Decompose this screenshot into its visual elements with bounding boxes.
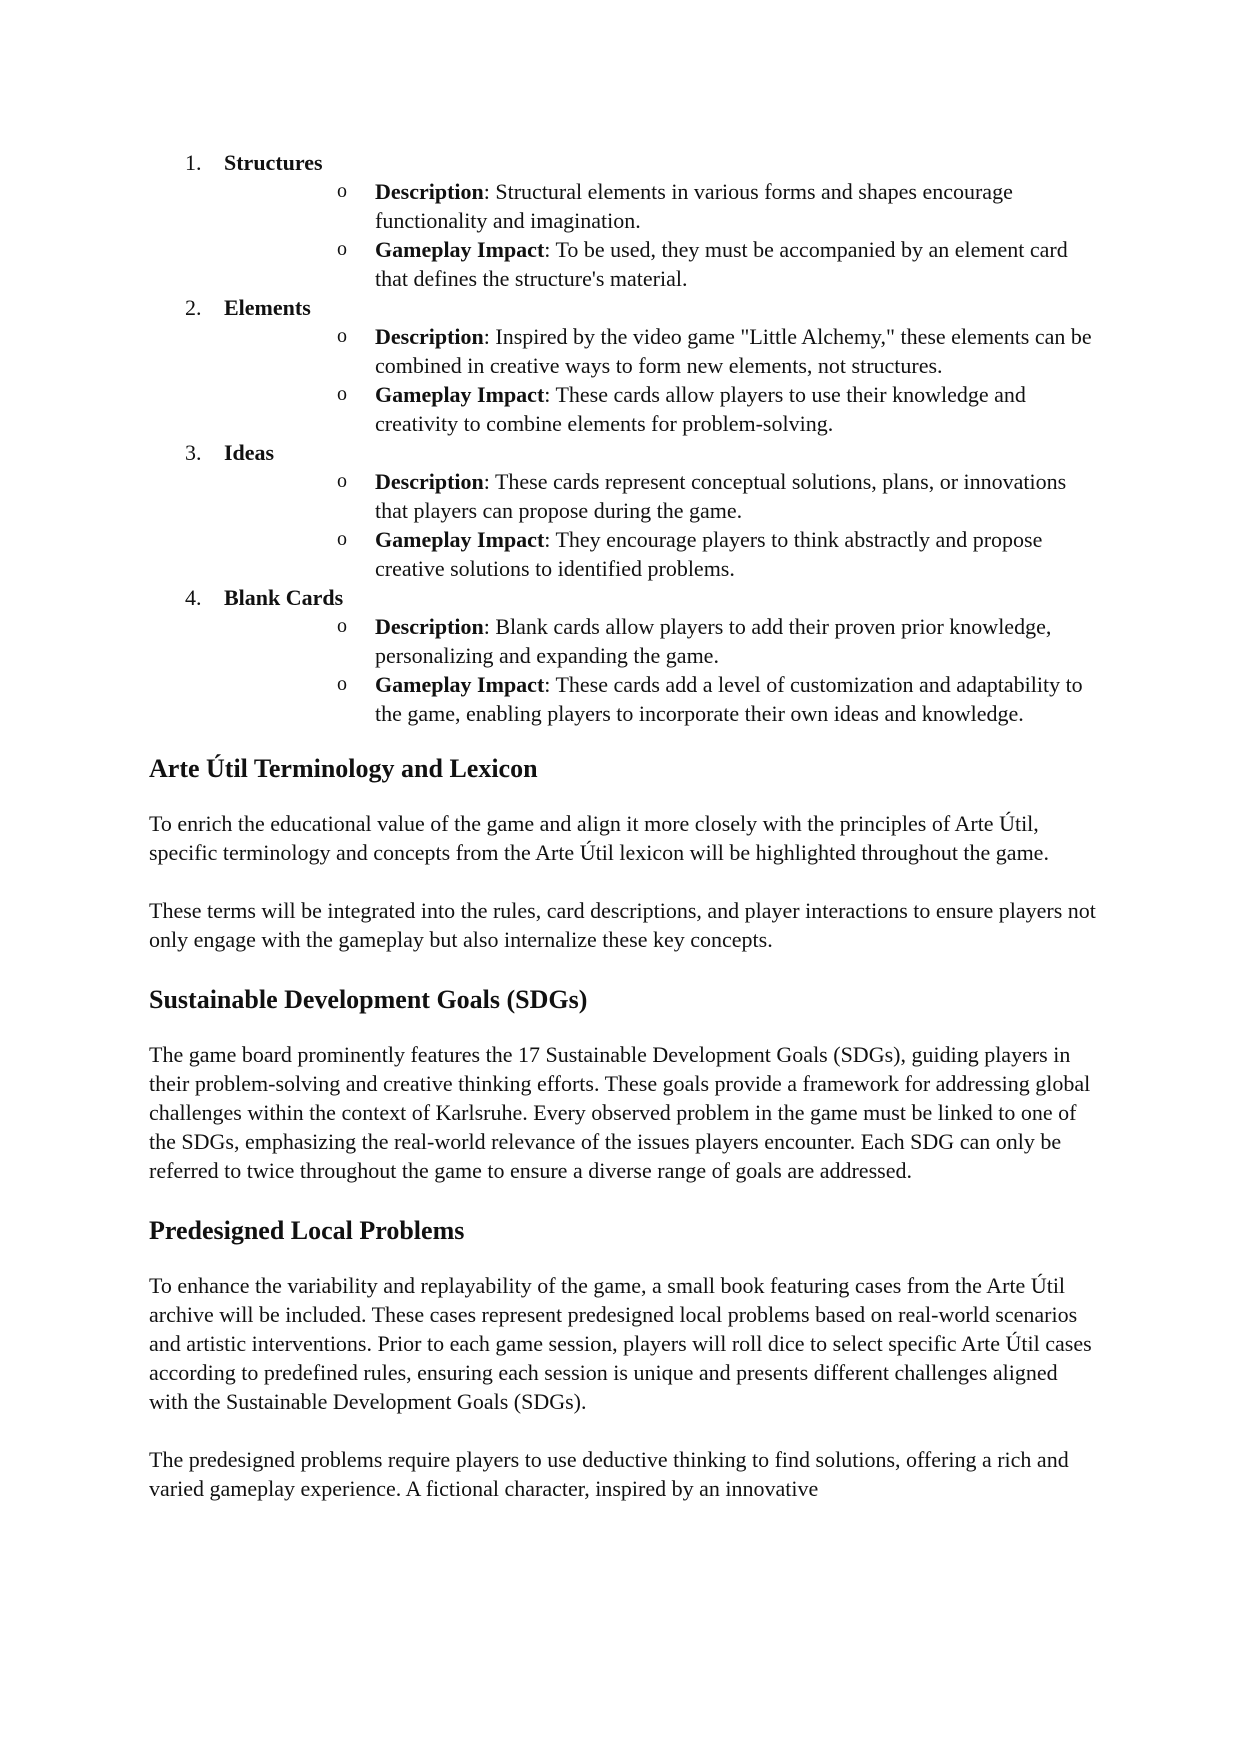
item-term: Description xyxy=(375,469,484,494)
list-number: 4. xyxy=(185,585,202,610)
item-term: Description xyxy=(375,179,484,204)
list-number: 2. xyxy=(185,295,202,320)
card-type-details xyxy=(224,467,1099,583)
list-item xyxy=(224,235,1099,293)
bullet-icon: o xyxy=(337,238,347,260)
card-type-details xyxy=(224,322,1099,438)
section-paragraph: These terms will be integrated into the rules, card descriptions, and player interactions to ensure players not only engage with the gameplay but also internalize these key concepts. xyxy=(149,898,1096,952)
item-text: : They encourage players to think abstractly and propose creative solutions to identified problems. xyxy=(375,527,1043,581)
section-predesigned-local-problems xyxy=(149,1214,1099,1503)
card-type-title: Elements xyxy=(224,295,311,320)
bullet-icon: o xyxy=(337,528,347,550)
item-text: : These cards add a level of customization and adaptability to the game, enabling players to incorporate their own ideas and knowledge. xyxy=(375,672,1083,726)
card-type-blank-cards xyxy=(149,583,1099,728)
section-paragraph: To enhance the variability and replayability of the game, a small book featuring cases from the Arte Útil archive will be included. These cases represent predesigned local problems based on real-world scenarios and artistic interventions. Prior to each game session, players will roll dice to select specific Arte Útil cases according to predefined rules, ensuring each session is unique and presents different challenges aligned with the Sustainable Development Goals (SDGs). xyxy=(149,1273,1092,1414)
section-heading: Sustainable Development Goals (SDGs) xyxy=(149,985,588,1014)
bullet-icon: o xyxy=(337,615,347,637)
section-paragraph: To enrich the educational value of the game and align it more closely with the principles of Arte Útil, specific terminology and concepts from the Arte Útil lexicon will be highlighted throughout the game. xyxy=(149,811,1049,865)
item-text: : Structural elements in various forms and shapes encourage functionality and imagination. xyxy=(375,179,1013,233)
item-text: : Inspired by the video game "Little Alchemy," these elements can be combined in creative ways to form new elements, not structures. xyxy=(375,324,1092,378)
card-type-title: Ideas xyxy=(224,440,275,465)
list-item xyxy=(224,322,1099,380)
list-item xyxy=(224,177,1099,235)
page-content xyxy=(149,148,1099,1532)
list-item xyxy=(224,380,1099,438)
card-type-title: Structures xyxy=(224,150,323,175)
list-item xyxy=(224,525,1099,583)
section-paragraph: The predesigned problems require players to use deductive thinking to find solutions, offering a rich and varied gameplay experience. A fictional character, inspired by an innovative xyxy=(149,1447,1069,1501)
item-text: : Blank cards allow players to add their proven prior knowledge, personalizing and expanding the game. xyxy=(375,614,1052,668)
bullet-icon: o xyxy=(337,673,347,695)
section-sdgs xyxy=(149,983,1099,1185)
item-text: : These cards represent conceptual solutions, plans, or innovations that players can propose during the game. xyxy=(375,469,1067,523)
item-term: Description xyxy=(375,324,484,349)
list-item xyxy=(224,612,1099,670)
section-paragraph: The game board prominently features the 17 Sustainable Development Goals (SDGs), guiding players in their problem-solving and creative thinking efforts. These goals provide a framework for addressing global challenges within the context of Karlsruhe. Every observed problem in the game must be linked to one of the SDGs, emphasizing the real-world relevance of the issues players encounter. Each SDG can only be referred to twice throughout the game to ensure a diverse range of goals are addressed. xyxy=(149,1042,1091,1183)
item-text: : These cards allow players to use their knowledge and creativity to combine elements for problem-solving. xyxy=(375,382,1026,436)
card-type-title: Blank Cards xyxy=(224,585,344,610)
list-number: 1. xyxy=(185,150,202,175)
section-arte-util-terminology xyxy=(149,752,1099,954)
card-type-details xyxy=(224,612,1099,728)
card-type-details xyxy=(224,177,1099,293)
card-type-elements xyxy=(149,293,1099,438)
bullet-icon: o xyxy=(337,383,347,405)
item-term: Gameplay Impact xyxy=(375,382,545,407)
list-item xyxy=(224,670,1099,728)
item-term: Gameplay Impact xyxy=(375,672,545,697)
section-heading: Arte Útil Terminology and Lexicon xyxy=(149,754,538,783)
item-term: Description xyxy=(375,614,484,639)
list-number: 3. xyxy=(185,440,202,465)
item-term: Gameplay Impact xyxy=(375,237,545,262)
card-type-ideas xyxy=(149,438,1099,583)
bullet-icon: o xyxy=(337,470,347,492)
bullet-icon: o xyxy=(337,180,347,202)
bullet-icon: o xyxy=(337,325,347,347)
list-item xyxy=(224,467,1099,525)
item-text: : To be used, they must be accompanied by an element card that defines the structure's material. xyxy=(375,237,1068,291)
card-type-list xyxy=(149,148,1099,728)
section-heading: Predesigned Local Problems xyxy=(149,1216,465,1245)
card-type-structures xyxy=(149,148,1099,293)
item-term: Gameplay Impact xyxy=(375,527,545,552)
